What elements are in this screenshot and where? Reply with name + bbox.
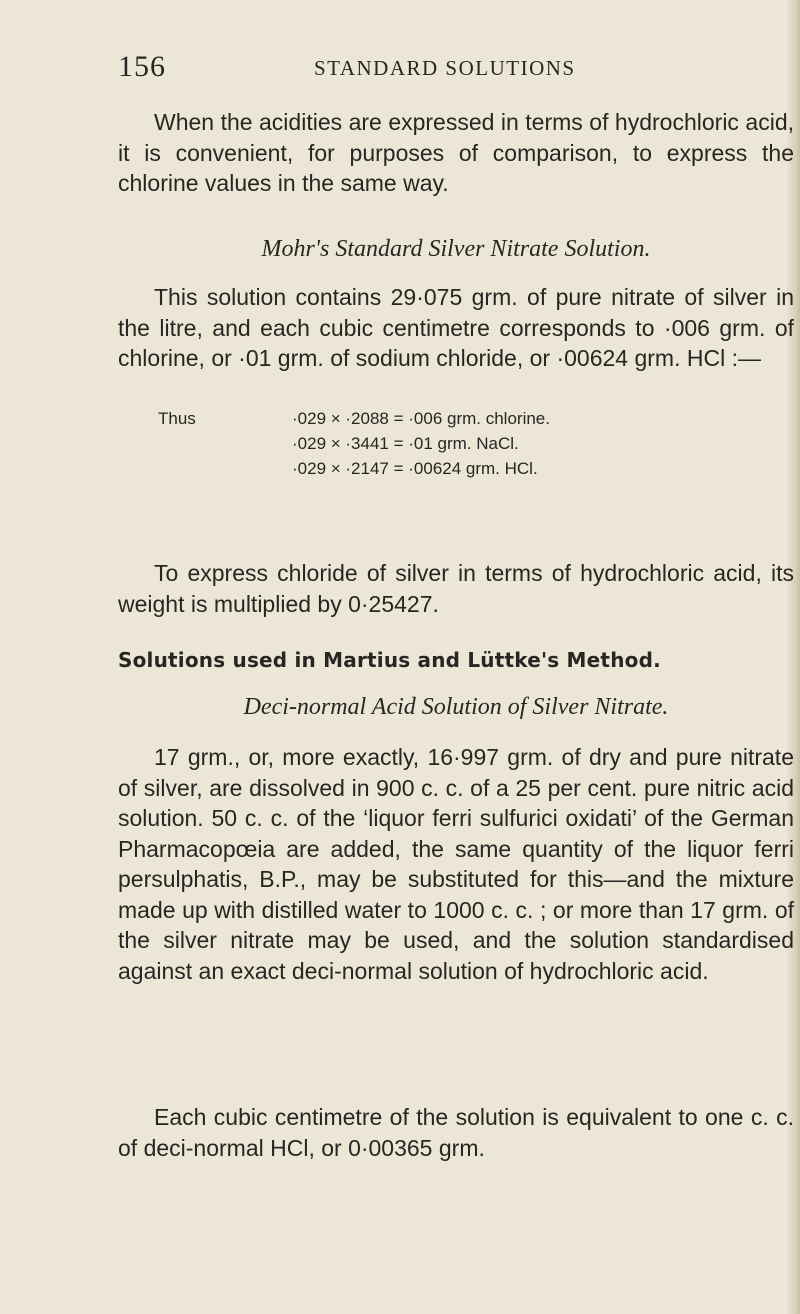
running-head: STANDARD SOLUTIONS [314,56,576,80]
calculation-line-hcl: ·029 × ·2147 = ·00624 grm. HCl. [292,459,538,478]
calculation-line-chlorine: ·029 × ·2088 = ·006 grm. chlorine. [292,409,550,428]
paragraph-mohr-body: This solution contains 29·075 grm. of pure nitrate of silver in the litre, and each cubic centimetre corresponds to ·006 grm. of chlorine, or ·01 grm. of sodium chloride, or ·00624 grm. HCl :— [118,284,794,371]
calculation-label: Thus [158,409,196,428]
calculation-line-nacl: ·029 × ·3441 = ·01 grm. NaCl. [292,434,519,453]
heading-mohr-solution: Mohr's Standard Silver Nitrate Solution. [261,236,651,262]
section-heading: Solutions used in Martius and Lüttke's Method. [118,648,661,672]
paragraph-deci-body: 17 grm., or, more exactly, 16·997 grm. of dry and pure nitrate of silver, are dissolved in 900 c. c. of a 25 per cent. pure nitric acid solution. 50 c. c. of the ‘liquor ferri sulfurici oxidati’ of the German Pharmacopœia are added, the same quantity of the liquor ferri persulphatis, B.P., may be substituted for this—and the mixture made up with distilled water to 1000 c. c. ; or more than 17 grm. of the silver nitrate may be used, and the solution standardised against an exact deci-normal solution of hydrochloric acid. [118,744,794,984]
page-number: 156 [118,50,166,83]
heading-deci-normal: Deci-normal Acid Solution of Silver Nitrate. [243,694,669,720]
paragraph-express: To express chloride of silver in terms of hydrochloric acid, its weight is multiplied by 0·25427. [118,560,794,617]
page-header [118,50,678,90]
paragraph-equivalent: Each cubic centimetre of the solution is equivalent to one c. c. of deci-normal HCl, or 0·00365 grm. [118,1104,794,1161]
paragraph-intro: When the acidities are expressed in terms of hydrochloric acid, it is convenient, for purposes of comparison, to express the chlorine values in the same way. [118,109,794,196]
